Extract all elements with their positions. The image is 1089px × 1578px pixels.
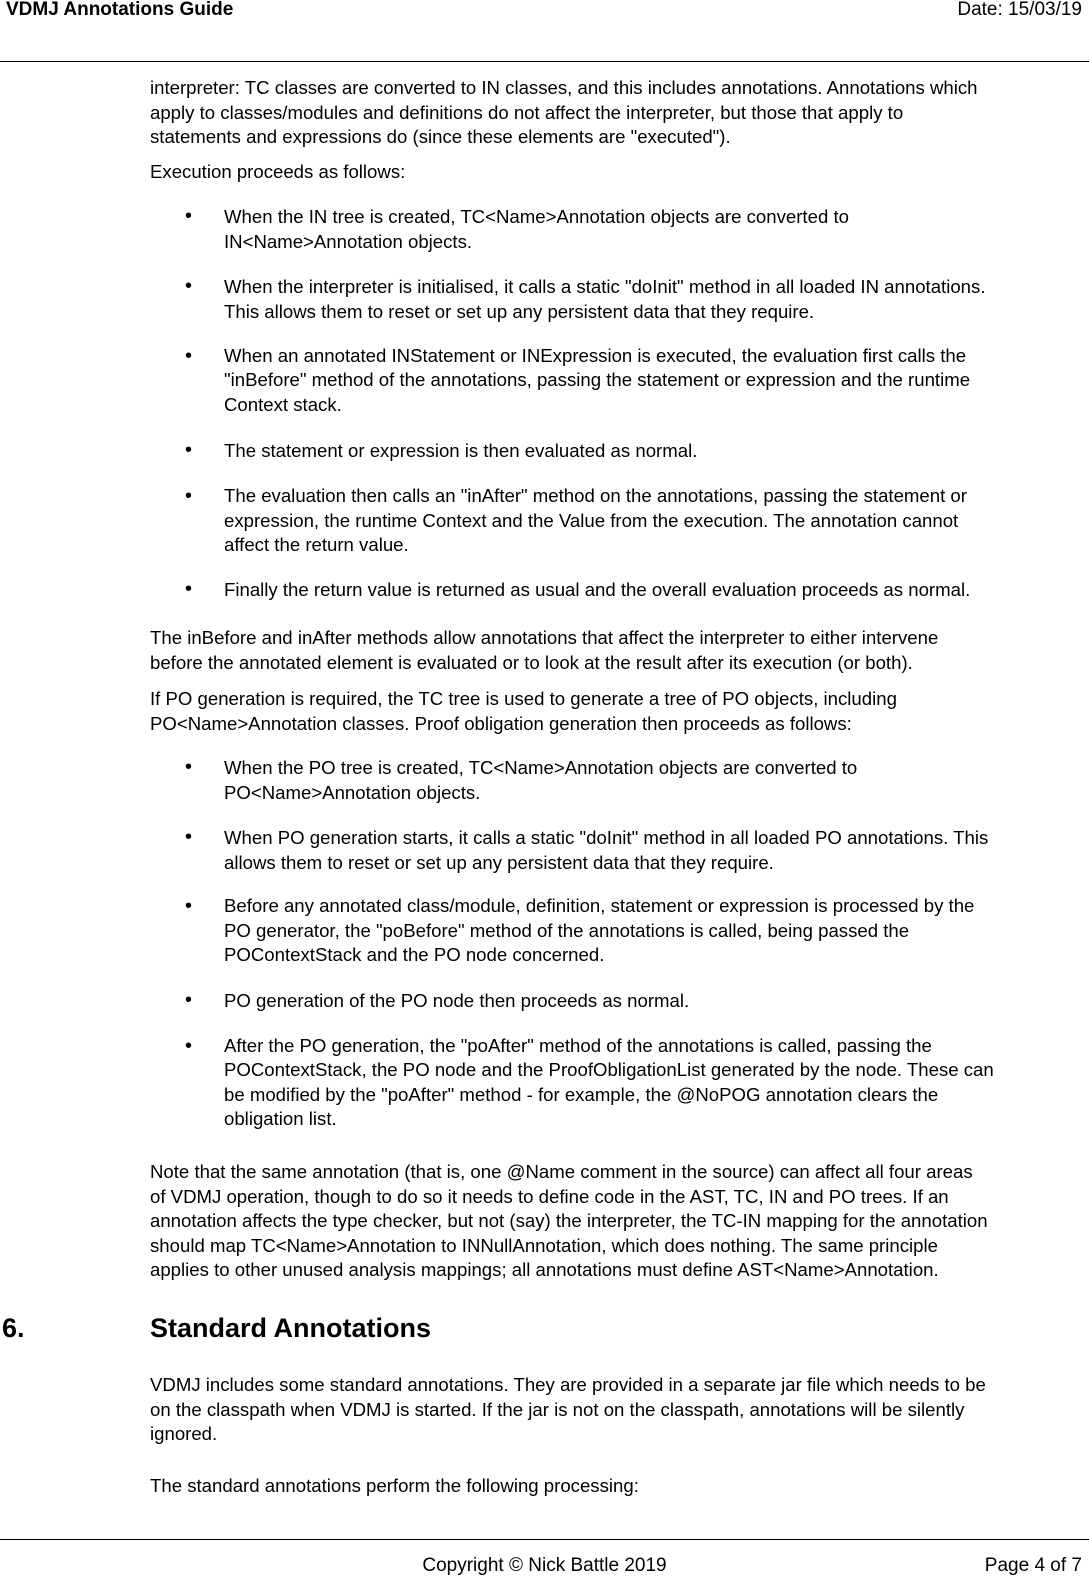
text-line: allows them to reset or set up any persistent data that they require. — [224, 852, 774, 873]
text-line: obligation list. — [224, 1107, 337, 1129]
text-line: Before any annotated class/module, definition, statement or expression is processed by the — [224, 895, 975, 916]
standard-paragraph — [150, 1373, 1085, 1447]
closing-lead — [150, 1474, 1085, 1499]
text-line: expression, the runtime Context and the Value from the execution. The annotation cannot — [224, 509, 959, 531]
page-number: Page 4 of 7 — [984, 1555, 1082, 1576]
text-line: When an annotated INStatement or INExpression is executed, the evaluation first calls the — [224, 345, 967, 366]
text-line: Execution proceeds as follows: — [150, 161, 406, 182]
text-line: annotation affects the type checker, but not (say) the interpreter, the TC-IN mapping for the annotation — [150, 1210, 988, 1231]
text-line: This allows them to reset or set up any persistent data that they require. — [224, 301, 815, 322]
header-divider — [0, 61, 1089, 62]
text-line: statements and expressions do (since these elements are "executed"). — [150, 126, 731, 147]
text-line: When the PO tree is created, TC<Name>Annotation objects are converted to — [224, 757, 858, 778]
text-line: After the PO generation, the "poAfter" method of the annotations is called, passing the — [224, 1035, 932, 1056]
text-line: ignored. — [150, 1423, 218, 1444]
text-line: POContextStack, the PO node and the ProofObligationList generated by the node. These can — [224, 1059, 994, 1081]
bullet-icon: • — [185, 1035, 193, 1057]
text-line: PO generator, the "poBefore" method of the annotations is called, being passed the — [224, 919, 910, 941]
text-line: Context stack. — [224, 393, 342, 415]
intro-paragraph — [150, 76, 1085, 150]
text-line: If PO generation is required, the TC tree is used to generate a tree of PO objects, including — [150, 688, 897, 709]
text-line: PO generation of the PO node then proceeds as normal. — [224, 990, 690, 1011]
copyright-notice: Copyright © Nick Battle 2019 — [422, 1555, 667, 1576]
text-line: Finally the return value is returned as usual and the overall evaluation proceeds as normal. — [224, 579, 971, 600]
bullet-icon: • — [185, 345, 193, 367]
text-line: The statement or expression is then evaluated as normal. — [224, 440, 698, 461]
text-line: apply to classes/modules and definitions do not affect the interpreter, but those that apply to — [150, 101, 904, 123]
text-line: should map TC<Name>Annotation to INNullAnnotation, which does nothing. The same principle — [150, 1234, 938, 1256]
inbefore-paragraph — [150, 626, 1085, 675]
text-line: The standard annotations perform the following processing: — [150, 1475, 639, 1496]
text-line: The evaluation then calls an "inAfter" method on the annotations, passing the statement or — [224, 485, 967, 506]
text-line: interpreter: TC classes are converted to IN classes, and this includes annotations. Annotations which — [150, 77, 978, 98]
text-line: applies to other unused analysis mappings; all annotations must define AST<Name>Annotation. — [150, 1259, 939, 1280]
bullet-icon: • — [185, 578, 193, 600]
note-paragraph — [150, 1160, 1085, 1283]
footer-divider — [0, 1539, 1089, 1540]
section-number: 6. — [2, 1313, 25, 1343]
bullet-icon: • — [185, 756, 193, 778]
bullet-icon: • — [185, 826, 193, 848]
po-paragraph — [150, 687, 1085, 736]
text-line: The inBefore and inAfter methods allow annotations that affect the interpreter to either intervene — [150, 627, 939, 648]
text-line: be modified by the "poAfter" method - for example, the @NoPOG annotation clears the — [224, 1083, 939, 1105]
text-line: PO<Name>Annotation classes. Proof obligation generation then proceeds as follows: — [150, 712, 852, 734]
document-date: Date: 15/03/19 — [957, 0, 1082, 20]
text-line: When the interpreter is initialised, it calls a static "doInit" method in all loaded IN annotations. — [224, 276, 986, 297]
text-line: before the annotated element is evaluated or to look at the result after its execution (or both). — [150, 651, 913, 673]
bullet-icon: • — [185, 439, 193, 461]
text-line: PO<Name>Annotation objects. — [224, 782, 481, 803]
bullet-icon: • — [185, 989, 193, 1011]
bullet-icon: • — [185, 485, 193, 507]
document-title: VDMJ Annotations Guide — [6, 0, 234, 20]
bullet-icon: • — [185, 895, 193, 917]
text-line: When the IN tree is created, TC<Name>Annotation objects are converted to — [224, 206, 849, 227]
text-line: IN<Name>Annotation objects. — [224, 231, 473, 252]
text-line: POContextStack and the PO node concerned. — [224, 944, 605, 965]
text-line: of VDMJ operation, though to do so it needs to define code in the AST, TC, IN and PO trees. If an — [150, 1185, 949, 1207]
text-line: "inBefore" method of the annotations, passing the statement or expression and the runtime — [224, 369, 971, 391]
text-line: Note that the same annotation (that is, one @Name comment in the source) can affect all four areas — [150, 1161, 973, 1182]
text-line: VDMJ includes some standard annotations. They are provided in a separate jar file which needs to be — [150, 1374, 986, 1395]
bullet-icon: • — [185, 205, 193, 227]
text-line: on the classpath when VDMJ is started. If the jar is not on the classpath, annotations will be silently — [150, 1398, 965, 1420]
bullet-icon: • — [185, 275, 193, 297]
text-line: When PO generation starts, it calls a static "doInit" method in all loaded PO annotations. This — [224, 827, 989, 848]
section-title: Standard Annotations — [150, 1313, 431, 1343]
execution-lead — [150, 160, 1085, 185]
text-line: affect the return value. — [224, 534, 409, 555]
